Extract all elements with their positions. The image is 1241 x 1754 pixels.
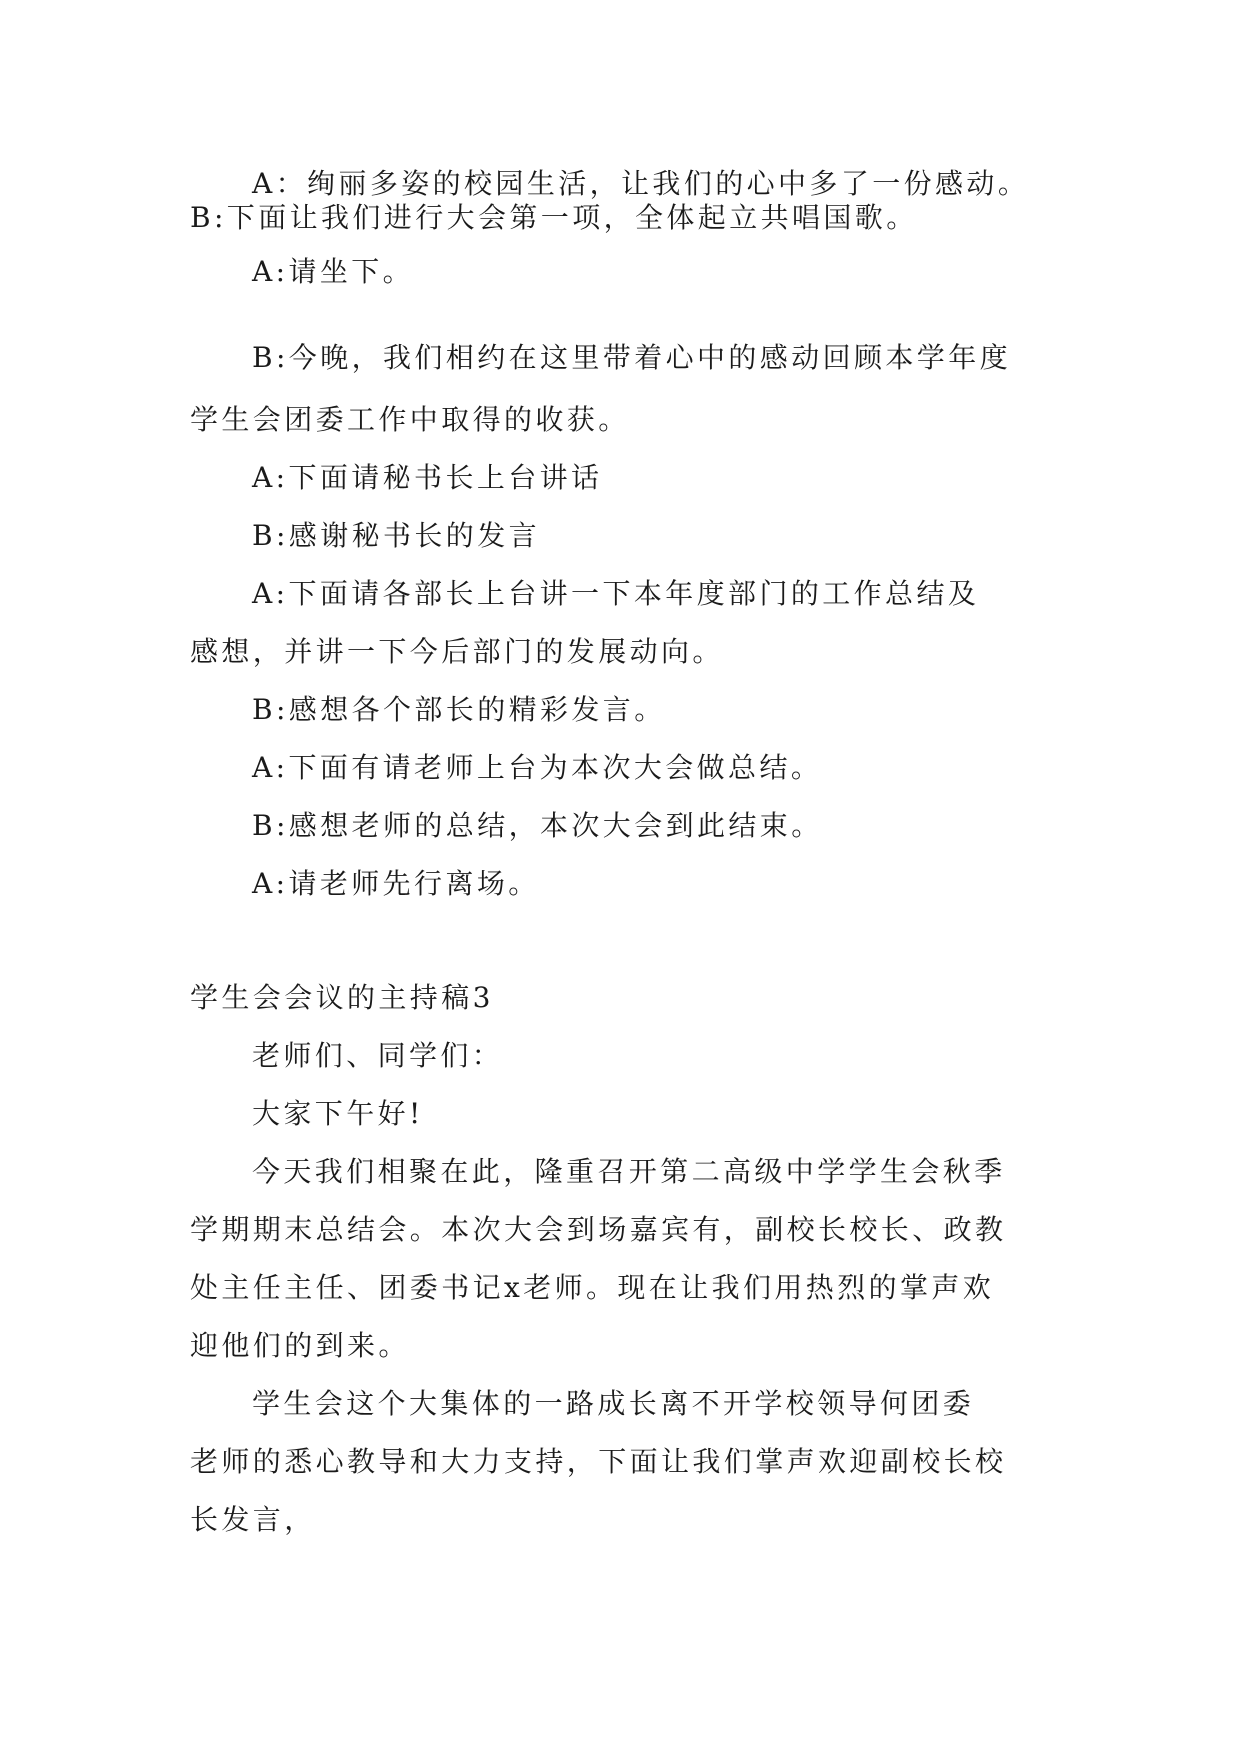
- text-line: A：绚丽多姿的校园生活，让我们的心中多了一份感动。: [252, 167, 1030, 200]
- greeting: 大家下午好!: [252, 1097, 424, 1130]
- text-line: 老师的悉心教导和大力支持，下面让我们掌声欢迎副校长校: [190, 1445, 1007, 1478]
- text-line: A:下面请各部长上台讲一下本年度部门的工作总结及: [252, 577, 980, 610]
- text-line: 学期期末总结会。本次大会到场嘉宾有，副校长校长、政教: [190, 1213, 1007, 1246]
- text-line: 学生会这个大集体的一路成长离不开学校领导何团委: [252, 1387, 975, 1420]
- text-line: B:感想各个部长的精彩发言。: [252, 693, 666, 726]
- text-line: 学生会团委工作中取得的收获。: [190, 403, 630, 436]
- text-line: 迎他们的到来。: [190, 1329, 410, 1362]
- text-line: A:请老师先行离场。: [252, 867, 540, 900]
- text-line: 感想，并讲一下今后部门的发展动向。: [190, 635, 724, 668]
- text-line: A:下面请秘书长上台讲话: [252, 461, 603, 494]
- text-line: A:下面有请老师上台为本次大会做总结。: [252, 751, 823, 784]
- text-line: 处主任主任、团委书记x老师。现在让我们用热烈的掌声欢: [190, 1271, 995, 1304]
- text-line: B:感想老师的总结，本次大会到此结束。: [252, 809, 823, 842]
- text-line: B:感谢秘书长的发言: [252, 519, 541, 552]
- text-line: A:请坐下。: [252, 255, 415, 288]
- text-line: 长发言，: [190, 1503, 316, 1536]
- text-line: 今天我们相聚在此，隆重召开第二高级中学学生会秋季: [252, 1155, 1006, 1188]
- section-heading: 学生会会议的主持稿3: [190, 981, 494, 1014]
- text-line: B:下面让我们进行大会第一项，全体起立共唱国歌。: [190, 201, 918, 234]
- text-line: B:今晚，我们相约在这里带着心中的感动回顾本学年度: [252, 341, 1012, 374]
- salutation: 老师们、同学们：: [252, 1039, 504, 1072]
